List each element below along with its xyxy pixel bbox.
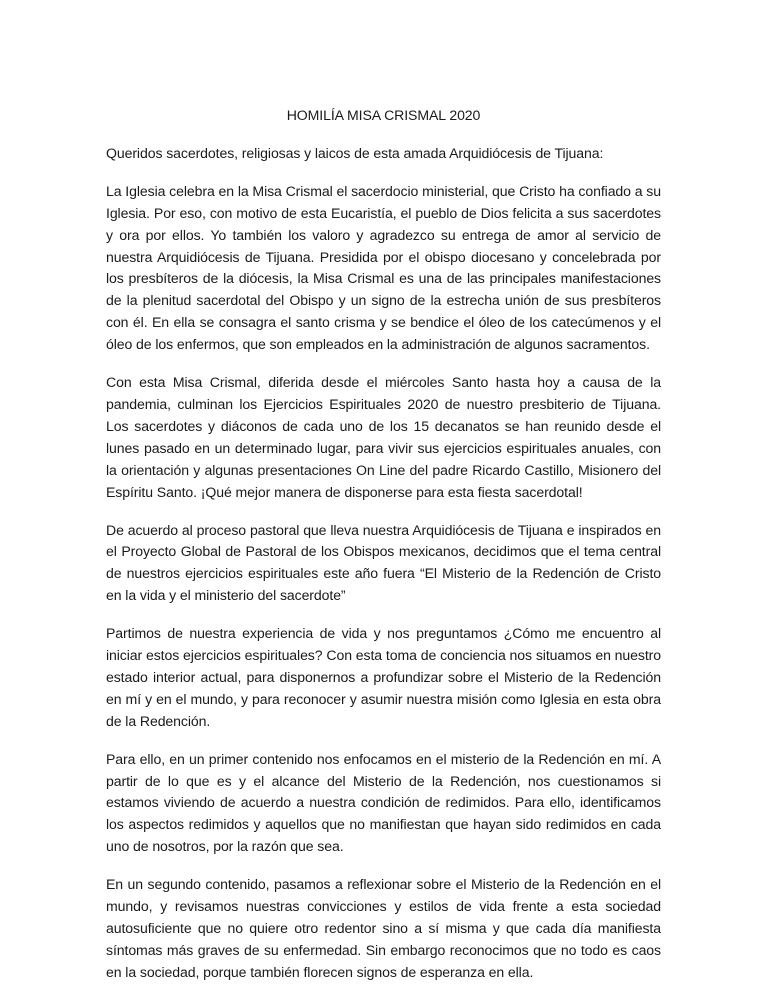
paragraph-1: La Iglesia celebra en la Misa Crismal el sacerdocio ministerial, que Cristo ha confiado a su Iglesia. Por eso, con motivo de esta Eucaristía, el pueblo de Dios felicita a sus sacerdotes y ora por ellos. Yo también los valoro y agradezco su entrega de amor al servicio de nuestra Arquidiócesis de Tijuana. Presidida por el obispo diocesano y concelebrada por los presbíteros de la diócesis, la Misa Crismal es una de las principales manifestaciones de la plenitud sacerdotal del Obispo y un signo de la estrecha unión de sus presbíteros con él. En ella se consagra el santo crisma y se bendice el óleo de los catecúmenos y el óleo de los enfermos, que son empleados en la administración de algunos sacramentos. [106,182,661,353]
salutation: Queridos sacerdotes, religiosas y laicos de esta amada Arquidiócesis de Tijuana: [106,144,604,161]
paragraph-5: Para ello, en un primer contenido nos enfocamos en el misterio de la Redención en mí. A partir de lo que es y el alcance del Misterio de la Redención, nos cuestionamos si estamos viviendo de acuerdo a nuestra condición de redimidos. Para ello, identificamos los aspectos redimidos y aquellos que no manifiestan que hayan sido redimidos en cada uno de nosotros, por la razón que sea. [106,750,661,855]
document-page [106,105,661,1000]
paragraph-3: De acuerdo al proceso pastoral que lleva nuestra Arquidiócesis de Tijuana e inspirados en el Proyecto Global de Pastoral de los Obispos mexicanos, decidimos que el tema central de nuestros ejercicios espirituales este año fuera “El Misterio de la Redención de Cristo en la vida y el ministerio del sacerdote” [106,521,661,604]
document-title: HOMILÍA MISA CRISMAL 2020 [286,107,481,123]
paragraph-4: Partimos de nuestra experiencia de vida y nos preguntamos ¿Cómo me encuentro al iniciar estos ejercicios espirituales? Con esta toma de conciencia nos situamos en nuestro estado interior actual, para disponernos a profundizar sobre el Misterio de la Redención en mí y en el mundo, y para reconocer y asumir nuestra misión como Iglesia en esta obra de la Redención. [106,625,661,729]
paragraph-6: En un segundo contenido, pasamos a reflexionar sobre el Misterio de la Redención en el mundo, y revisamos nuestras convicciones y estilos de vida frente a esta sociedad autosuficiente que no quiere otro redentor sino a sí misma y que cada día manifiesta síntomas más graves de su enfermedad. Sin embargo reconocimos que no todo es caos en la sociedad, porque también florecen signos de esperanza en ella. [106,876,661,980]
paragraph-2: Con esta Misa Crismal, diferida desde el miércoles Santo hasta hoy a causa de la pandemia, culminan los Ejercicios Espirituales 2020 de nuestro presbiterio de Tijuana. Los sacerdotes y diáconos de cada uno de los 15 decanatos se han reunido desde el lunes pasado en un determinado lugar, para vivir sus ejercicios espirituales anuales, con la orientación y algunas presentaciones On Line del padre Ricardo Castillo, Misionero del Espíritu Santo. ¡Qué mejor manera de disponerse para esta fiesta sacerdotal! [106,374,661,500]
